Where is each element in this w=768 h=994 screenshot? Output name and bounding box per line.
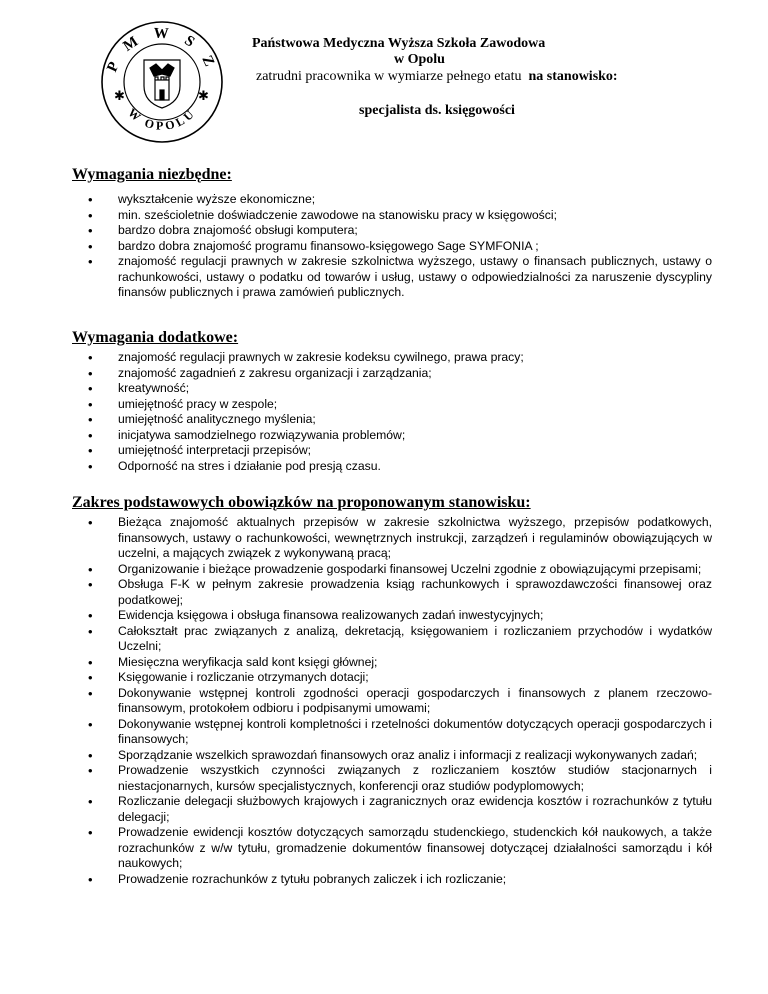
required-list <box>72 192 712 301</box>
header <box>252 36 692 119</box>
list-item: • Sporządzanie wszelkich sprawozdań finansowych oraz analiz i informacji z realizacji wykonywanych zadań; <box>72 748 712 764</box>
list-item: • znajomość regulacji prawnych w zakresie kodeksu cywilnego, prawa pracy; <box>72 350 712 366</box>
list-item: • znajomość zagadnień z zakresu organizacji i zarządzania; <box>72 366 712 382</box>
additional-title: Wymagania dodatkowe: <box>72 329 239 346</box>
coat-of-arms-icon <box>144 60 180 108</box>
position-title: specjalista ds. księgowości <box>359 103 515 118</box>
duties-section <box>72 494 712 887</box>
svg-text:W OPOLU <box>125 105 198 132</box>
list-item: • umiejętność analitycznego myślenia; <box>72 412 712 428</box>
svg-text:P M W S Z <box>104 26 219 75</box>
list-item: • inicjatywa samodzielnego rozwiązywania problemów; <box>72 428 712 444</box>
list-item: • Dokonywanie wstępnej kontroli kompletności i rzetelności dokumentów dotyczących operacji gospodarczych i finansowych; <box>72 717 712 748</box>
list-item: • Prowadzenie wszystkich czynności związanych z rozliczaniem kosztów studiów stacjonarnych i niestacjonarnych, kursów specjalistycznych, konferencji oraz studiów podyplomowych; <box>72 763 712 794</box>
list-item: • bardzo dobra znajomość obsługi komputera; <box>72 223 712 239</box>
list-item: • Rozliczanie delegacji służbowych krajowych i zagranicznych oraz ewidencja kosztów i rozrachunków z tytułu delegacji; <box>72 794 712 825</box>
list-item: • kreatywność; <box>72 381 712 397</box>
list-item: • Organizowanie i bieżące prowadzenie gospodarki finansowej Uczelni zgodnie z obowiązującymi przepisami; <box>72 562 712 578</box>
list-item: • Księgowanie i rozliczanie otrzymanych dotacji; <box>72 670 712 686</box>
list-item: • min. sześcioletnie doświadczenie zawodowe na stanowisku pracy w księgowości; <box>72 208 712 224</box>
list-item: • Obsługa F-K w pełnym zakresie prowadzenia ksiąg rachunkowych i sprawozdawczości finansowej oraz podatkowej; <box>72 577 712 608</box>
hire-bold: na stanowisko: <box>528 69 618 84</box>
list-item: • wykształcenie wyższe ekonomiczne; <box>72 192 712 208</box>
list-item: • umiejętność pracy w zespole; <box>72 397 712 413</box>
additional-list <box>72 350 712 474</box>
duties-title: Zakres podstawowych obowiązków na proponowanym stanowisku: <box>72 494 531 511</box>
list-item: • Bieżąca znajomość aktualnych przepisów w zakresie szkolnictwa wyższego, przepisów podatkowych, finansowych, ustawy o rachunkowości, wewnętrznych instrukcji, zarządzeń i regulaminów obowiązujących w uczelni, a mających związek z wykonywaną pracą; <box>72 515 712 562</box>
required-title: Wymagania niezbędne: <box>72 166 232 183</box>
list-item: • Prowadzenie rozrachunków z tytułu pobranych zaliczek i ich rozliczanie; <box>72 872 712 888</box>
pmwsz-seal-logo <box>100 20 224 144</box>
list-item: • Odporność na stres i działanie pod presją czasu. <box>72 459 712 475</box>
list-item: • Całokształt prac związanych z analizą, dekretacją, księgowaniem i rozliczaniem przychodów i wydatków Uczelni; <box>72 624 712 655</box>
hire-text: zatrudni pracownika w wymiarze pełnego etatu <box>256 69 522 84</box>
hire-line <box>252 68 692 85</box>
seal-bottom-text: W OPOLU <box>125 105 199 133</box>
additional-section <box>72 329 712 474</box>
seal-top-text: P M W S Z <box>104 25 220 75</box>
institution-city: w Opolu <box>394 52 445 67</box>
list-item: • Ewidencja księgowa i obsługa finansowa realizowanych zadań inwestycyjnych; <box>72 608 712 624</box>
seal-star-right-icon: ✱ <box>198 89 209 104</box>
required-section <box>72 166 712 301</box>
institution-name: Państwowa Medyczna Wyższa Szkoła Zawodowa <box>252 36 546 51</box>
duties-list <box>72 515 712 887</box>
list-item: • Miesięczna weryfikacja sald kont księgi głównej; <box>72 655 712 671</box>
list-item: • umiejętność interpretacji przepisów; <box>72 443 712 459</box>
list-item: • bardzo dobra znajomość programu finansowo-księgowego Sage SYMFONIA ; <box>72 239 712 255</box>
seal-star-left-icon: ✱ <box>114 89 125 104</box>
list-item: • Prowadzenie ewidencji kosztów dotyczących samorządu studenckiego, studenckich kół naukowych, a także rozrachunków z w/w tytułu, gromadzenie dokumentów finansowej dotyczącej działalności samorządu i kół naukowych; <box>72 825 712 872</box>
list-item: • Dokonywanie wstępnej kontroli zgodności operacji gospodarczych i finansowych z planem rzeczowo-finansowym, protokołem odbioru i podpisanymi umowami; <box>72 686 712 717</box>
list-item: • znajomość regulacji prawnych w zakresie szkolnictwa wyższego, ustawy o finansach publicznych, ustawy o rachunkowości, ustawy o podatku od towarów i usług, ustawy o odpowiedzialności za naruszenie dyscypliny finansów publicznych i prawa zamówień publicznych. <box>72 254 712 301</box>
